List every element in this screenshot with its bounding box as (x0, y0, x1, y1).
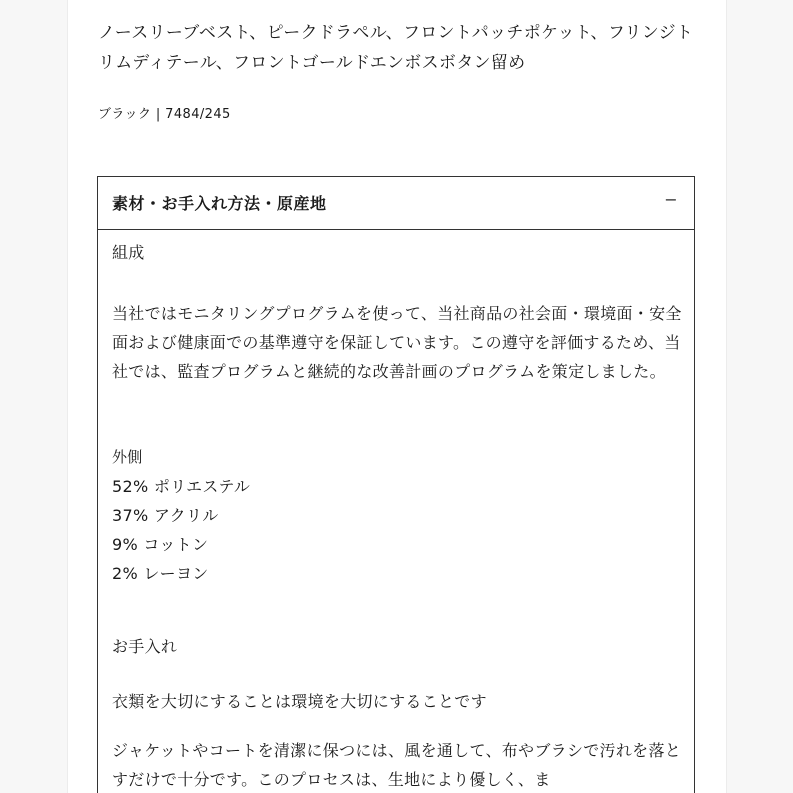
care-text: ジャケットやコートを清潔に保つには、風を通して、布やブラシで汚れを落とすだけで十分です。このプロセスは、生地により優しく、ま (112, 741, 682, 789)
materials-care-accordion (97, 176, 695, 793)
material-item: 9% コットン (112, 535, 209, 554)
outer-label: 外側 (112, 448, 143, 466)
material-item: 2% レーヨン (112, 564, 209, 583)
accordion-header[interactable] (98, 177, 694, 230)
material-item: 37% アクリル (112, 506, 219, 525)
care-subtitle: 衣類を大切にすることは環境を大切にすることです (112, 692, 487, 711)
material-item: 52% ポリエステル (112, 477, 251, 496)
color-reference: ブラック | 7484/245 (98, 107, 231, 122)
composition-heading: 組成 (112, 243, 145, 262)
product-description: ノースリーブベスト、ピークドラペル、フロントパッチポケット、フリンジトリムディテール、フロントゴールドエンボスボタン留め (98, 23, 694, 73)
product-details-panel (67, 0, 727, 793)
program-text: 当社ではモニタリングプログラムを使って、当社商品の社会面・環境面・安全面および健康面での基準遵守を保証しています。この遵守を評価するため、当社では、監査プログラムと継続的な改善計画のプログラムを策定しました。 (112, 304, 682, 381)
collapse-icon[interactable]: − (664, 190, 678, 209)
care-heading: お手入れ (112, 637, 178, 656)
accordion-title: 素材・お手入れ方法・原産地 (112, 194, 327, 213)
